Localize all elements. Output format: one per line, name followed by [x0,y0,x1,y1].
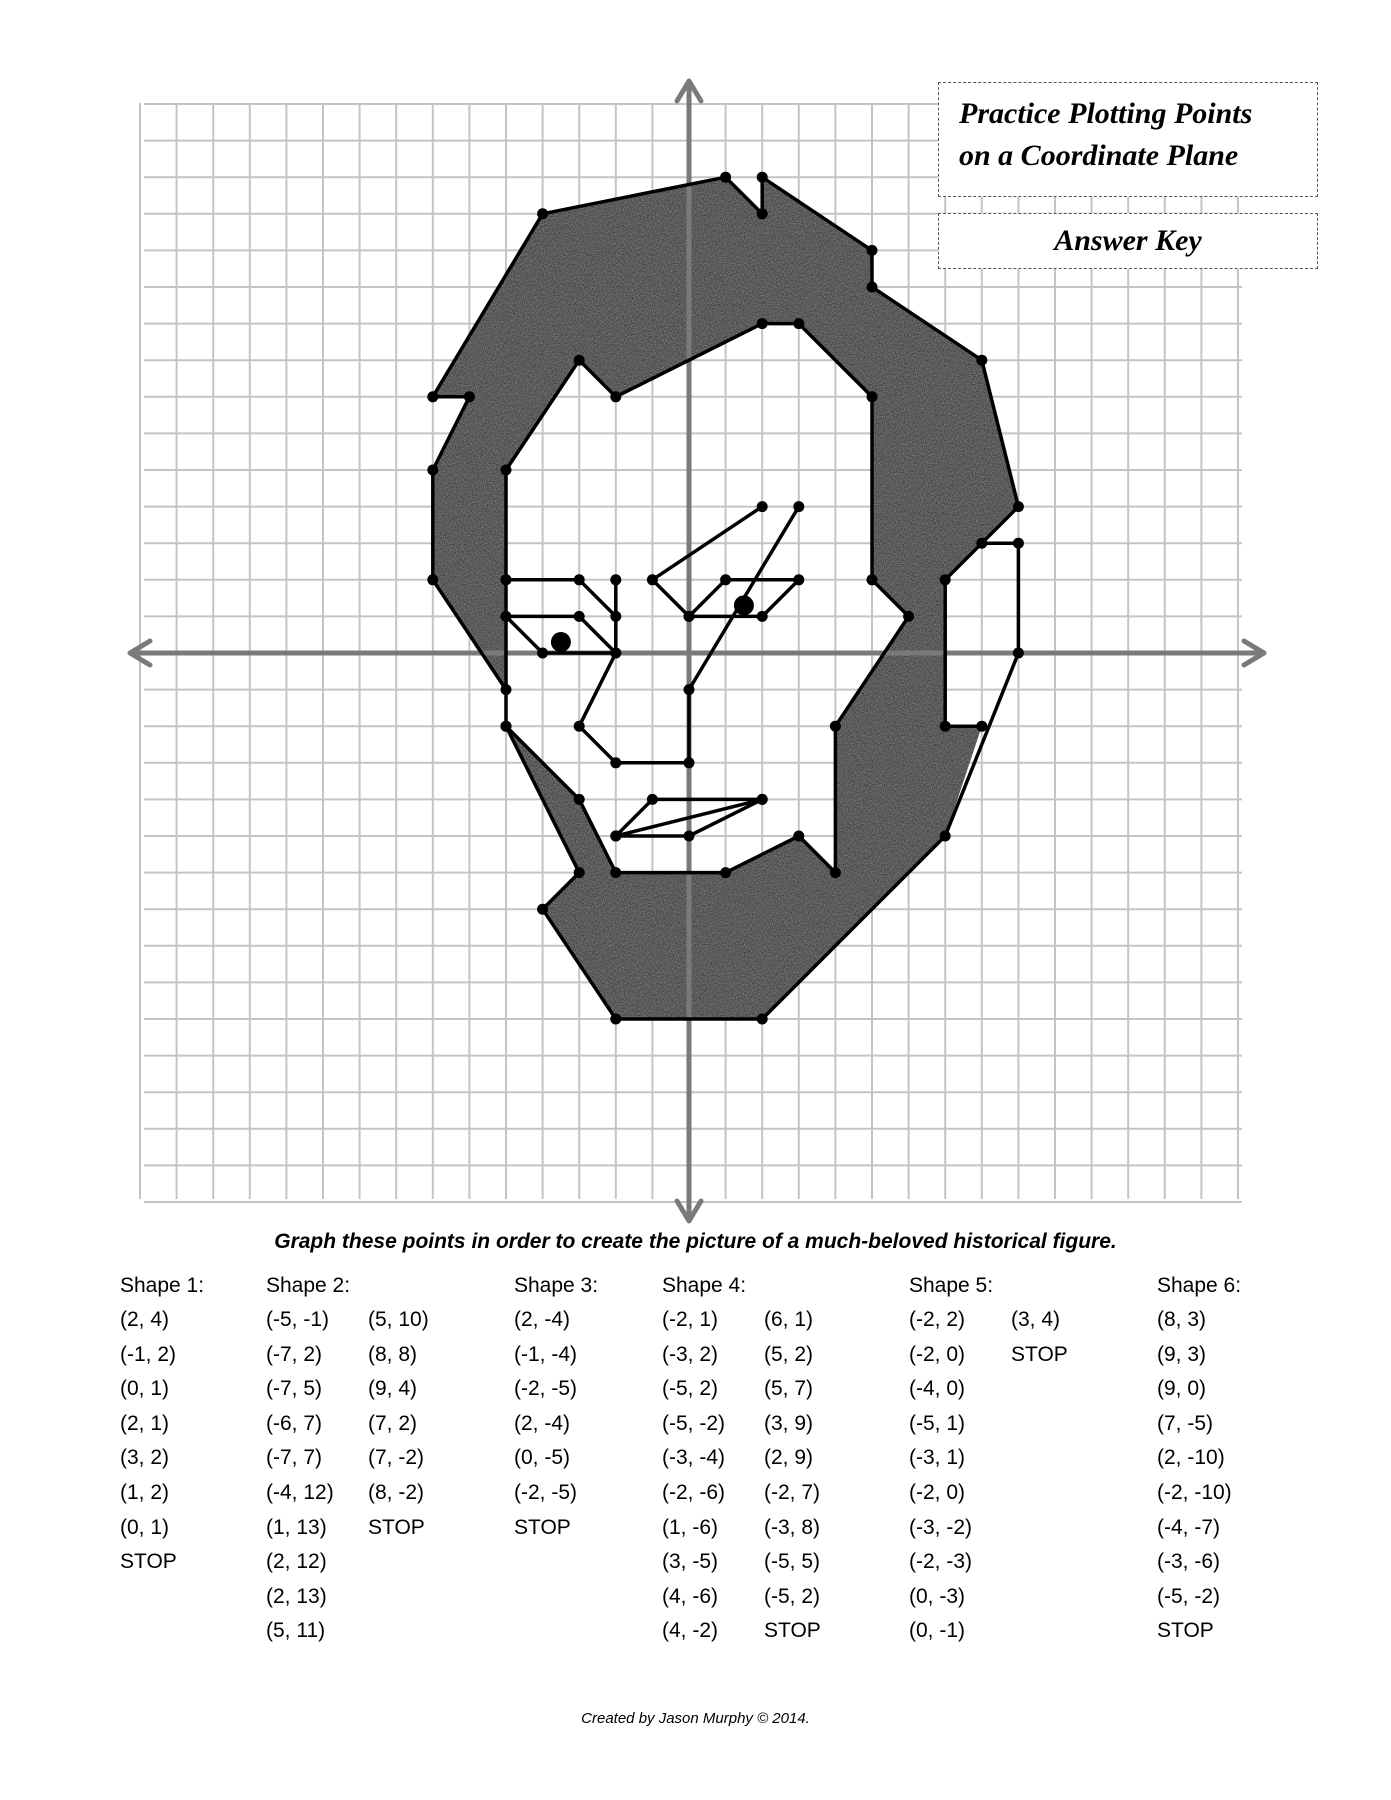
point-entry: (5, 10) [368,1308,429,1331]
shape-2-column [266,1268,429,1649]
plotted-point [501,721,512,732]
title-line-1: Practice Plotting Points [959,97,1253,130]
point-entry: (1, -6) [662,1515,719,1539]
shape-6-header: Shape 6: [1157,1274,1242,1297]
point-entry: (-4, 0) [909,1377,966,1401]
point-entry: (0, 1) [120,1377,170,1401]
shape-3-column [514,1268,598,1545]
point-entry: (-7, 2) [266,1342,323,1366]
plotted-point [574,355,585,366]
plotted-point [940,721,951,732]
plotted-point [867,245,878,256]
plotted-point [867,574,878,585]
point-entry: (-2, 1) [662,1308,719,1331]
plotted-point [793,501,804,512]
plotted-point [610,831,621,842]
point-entry: (3, 4) [1011,1308,1061,1331]
plotted-point [757,794,768,805]
point-entry: (2, 12) [266,1550,327,1574]
shape-1-header: Shape 1: [120,1274,205,1297]
point-entry: (-5, -2) [662,1411,725,1435]
point-entry: (3, 2) [120,1446,170,1470]
plotted-point [830,867,841,878]
plotted-point [757,318,768,329]
point-entry: (-2, -10) [1157,1480,1232,1504]
plotted-point [610,574,621,585]
point-entry: (7, 2) [368,1411,418,1435]
shape-4-header: Shape 4: [662,1274,747,1297]
point-entry: (-3, -6) [1157,1550,1220,1574]
point-entry: (-5, 5) [764,1550,821,1574]
point-entry: (-3, -4) [662,1446,725,1470]
plotted-point [684,831,695,842]
plotted-point [684,757,695,768]
point-entry: (8, -2) [368,1480,425,1504]
point-entry: (8, 8) [368,1342,418,1366]
footer-credit: Created by Jason Murphy © 2014. [581,1710,810,1727]
shape-2-header: Shape 2: [266,1274,351,1297]
point-entry: (2, 13) [266,1584,327,1608]
plotted-point [757,501,768,512]
plotted-point [793,574,804,585]
point-entry: (-2, 2) [909,1308,966,1331]
point-entry: (-2, -3) [909,1550,972,1574]
point-entry: (2, 1) [120,1411,170,1435]
point-entry: (9, 3) [1157,1342,1207,1366]
point-entry: (-5, 2) [764,1584,821,1608]
point-entry: (-2, -5) [514,1377,577,1401]
plotted-point [501,574,512,585]
plotted-point [867,282,878,293]
point-entry: (4, -2) [662,1619,719,1643]
point-entry: (7, -5) [1157,1411,1214,1435]
plotted-point [537,904,548,915]
point-entry: (2, 4) [120,1308,170,1331]
plotted-point [976,538,987,549]
title-box [938,82,1318,197]
plotted-point [757,172,768,183]
plotted-point [757,611,768,622]
shape-5-header: Shape 5: [909,1274,994,1297]
point-entry: (-3, 2) [662,1342,719,1366]
point-entry: (-5, 1) [909,1411,966,1435]
plotted-point [1013,648,1024,659]
plotted-point [574,794,585,805]
point-entry: (-2, -5) [514,1480,577,1504]
plotted-point [940,574,951,585]
plotted-point [610,757,621,768]
eye-pupil [551,632,571,652]
point-entry: (4, -6) [662,1584,719,1608]
point-entry: (-1, -4) [514,1342,577,1366]
plotted-point [610,1014,621,1025]
point-entry: (0, -3) [909,1584,966,1608]
shape-3 [610,794,767,842]
plotted-point [610,391,621,402]
plotted-point [537,648,548,659]
stop-label: STOP [368,1515,425,1539]
plotted-point [1013,501,1024,512]
point-entry: (5, 7) [764,1377,814,1401]
stop-label: STOP [1011,1342,1068,1366]
point-entry: (0, -5) [514,1446,571,1470]
point-entry: (-3, 1) [909,1446,966,1470]
point-entry: (-7, 7) [266,1446,323,1470]
plotted-point [684,684,695,695]
point-entry: (5, 11) [266,1619,326,1643]
point-entry: (-5, -1) [266,1308,329,1331]
point-entry: (-5, 2) [662,1377,719,1401]
plotted-point [720,574,731,585]
stop-label: STOP [514,1515,571,1539]
stop-label: STOP [120,1550,177,1574]
plotted-point [1013,538,1024,549]
point-entry: (-2, -6) [662,1480,725,1504]
point-entry: (-7, 5) [266,1377,323,1401]
point-entry: (6, 1) [764,1308,814,1331]
point-entry: (3, 9) [764,1411,814,1435]
plotted-point [647,574,658,585]
shape-6-column [1157,1268,1241,1649]
plotted-point [940,831,951,842]
point-entry: (5, 2) [764,1342,814,1366]
plotted-point [574,611,585,622]
stop-label: STOP [764,1619,821,1643]
point-entry: (-2, 7) [764,1480,821,1504]
point-entry: (-5, -2) [1157,1584,1220,1608]
plotted-point [720,172,731,183]
stop-label: STOP [1157,1619,1214,1643]
plotted-point [610,867,621,878]
plotted-point [501,465,512,476]
point-entry: (-1, 2) [120,1342,177,1366]
point-entry: (1, 13) [266,1515,327,1539]
plotted-point [427,574,438,585]
plotted-point [757,208,768,219]
eye-pupil [734,595,754,615]
plotted-point [501,611,512,622]
plotted-point [574,721,585,732]
plotted-point [793,318,804,329]
point-entry: (-4, -7) [1157,1515,1220,1539]
point-entry: (3, -5) [662,1550,719,1574]
point-entry: (2, -4) [514,1308,571,1331]
point-entry: (-2, 0) [909,1342,966,1366]
plotted-point [757,1014,768,1025]
point-entry: (0, 1) [120,1515,170,1539]
shape-3-header: Shape 3: [514,1274,599,1297]
shape-5-column [909,1268,1068,1649]
plotted-point [976,721,987,732]
point-entry: (9, 0) [1157,1377,1207,1401]
point-entry: (8, 3) [1157,1308,1207,1331]
plotted-point [647,794,658,805]
point-entry: (-6, 7) [266,1411,323,1435]
point-entry: (1, 2) [120,1480,170,1504]
plotted-point [574,867,585,878]
plotted-point [537,208,548,219]
plotted-point [903,611,914,622]
shape-4-column [662,1268,821,1649]
point-entry: (-4, 12) [266,1480,334,1504]
point-entry: (7, -2) [368,1446,425,1470]
plotted-point [793,831,804,842]
title-line-2: on a Coordinate Plane [959,139,1239,172]
point-entry: (0, -1) [909,1619,966,1643]
point-entry: (-2, 0) [909,1480,966,1504]
plotted-point [976,355,987,366]
plotted-point [427,465,438,476]
answer-key-label: Answer Key [1054,224,1202,257]
point-entry: (2, 9) [764,1446,814,1470]
point-entry: (9, 4) [368,1377,418,1401]
shape-1-column [120,1268,204,1580]
instructions: Graph these points in order to create the picture of a much-beloved historical figure. [274,1230,1117,1253]
point-entry: (2, -4) [514,1411,571,1435]
point-entry: (-3, 8) [764,1515,821,1539]
plotted-point [574,574,585,585]
plotted-point [610,648,621,659]
answer-key-box [938,213,1318,269]
plotted-point [427,391,438,402]
plotted-point [464,391,475,402]
plotted-point [684,611,695,622]
point-entry: (2, -10) [1157,1446,1225,1470]
plotted-point [830,721,841,732]
plotted-point [720,867,731,878]
point-entry: (-3, -2) [909,1515,972,1539]
plotted-point [867,391,878,402]
